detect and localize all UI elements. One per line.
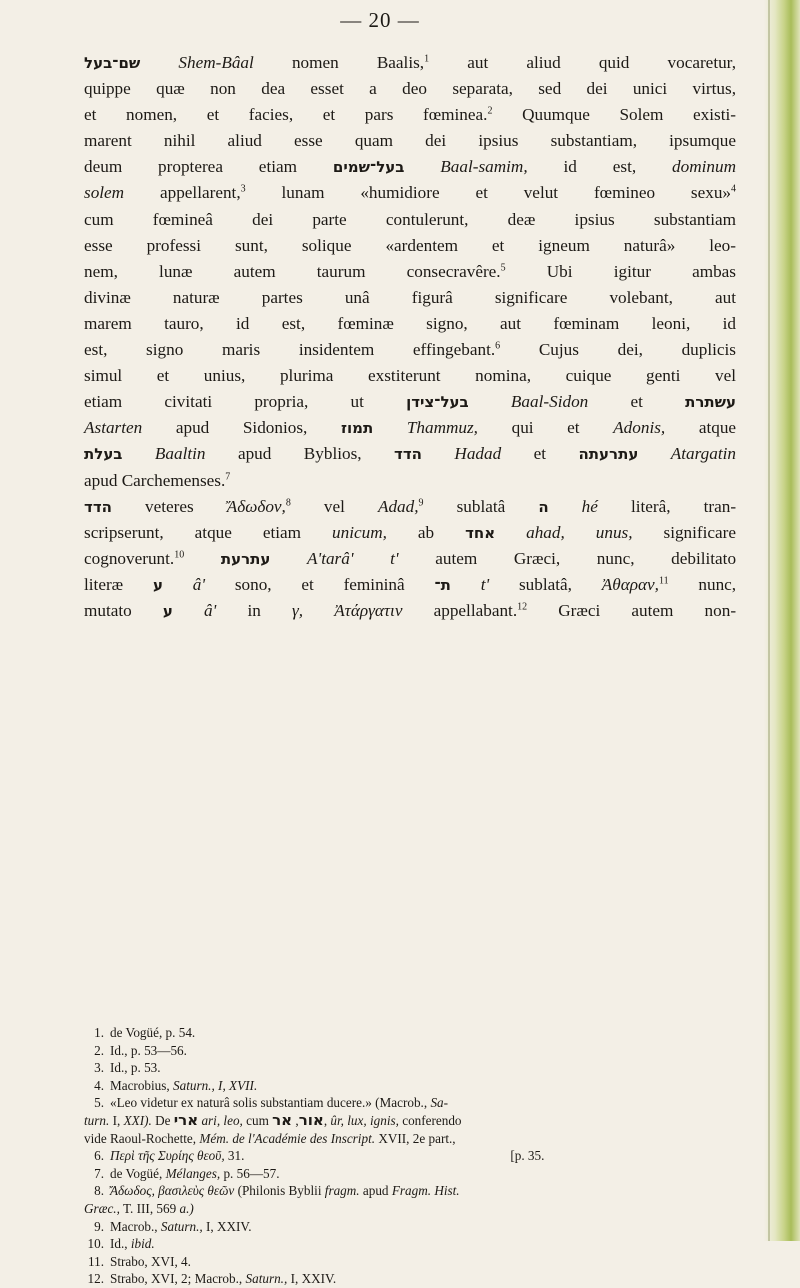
text-line: marem tauro, id est, fœminæ signo, aut fœminam leoni, id [84,313,736,333]
footnote-ref: 4 [731,183,737,195]
text-line: divinæ naturæ partes unâ figurâ significare volebant, aut [84,287,736,307]
hebrew-word: עתרעת [220,549,271,568]
greek-word: Ἄδωδος, βασιλεὺς θεῶν [110,1183,235,1199]
footnote-ref: 3 [240,183,246,195]
main-text [84,50,736,624]
footnote: 3. Id., p. 53. [94,1060,161,1076]
text-line: cum fœmineâ dei parte contulerunt, deæ ipsius substantiam [84,209,736,229]
footnote: 10. Id., ibid. [87,1236,155,1252]
hebrew-word: אר [272,1110,293,1129]
footnote: 7. de Vogüé, Mélanges, p. 56—57. [94,1165,280,1181]
text-line: deum propterea etiam בעל־שמים Baal-samim, id est, dominum [84,157,737,177]
text-line: apud Carchemenses.$^7$ [84,470,231,490]
hebrew-word: הדד [394,445,422,464]
hebrew-word: אחד [465,523,496,542]
text-line: scripserunt, atque etiam unicum, ab אחד ahad, unus, significare [84,522,737,542]
text-line: שם־בעל Shem-Bâal nomen Baalis,$^1$ aut aliud quid vocaretur, [84,53,737,72]
footnotes [84,1024,736,1288]
hebrew-word: בעלת [84,445,123,464]
hebrew-word: עתרעתה [578,445,639,464]
hebrew-letter: ע [152,575,163,594]
footnote: 11. Strabo, XVI, 4. [88,1253,191,1269]
footnote-ref: 11 [658,575,669,587]
footnote-continuation: vide Raoul-Rochette, Mém. de l'Académie des Inscript. XVII, 2e part., [84,1130,456,1146]
greek-word: Ἀθαραν, [601,574,659,594]
text-line: nem, lunæ autem taurum consecravêre.$^5$ Ubi igitur ambas [84,261,737,281]
text-line: quippe quæ non dea esset a deo separata, sed dei unici virtus, [84,79,736,99]
footnote-continuation: turn. I, XXI). De ארי ari, leo, cum אור, אר , ûr, lux, ignis, conferendo [84,1110,462,1129]
footnote: 8. Ἄδωδος, βασιλεὺς θεῶν (Philonis Byblii fragm. apud Fragm. Hist. [94,1183,460,1199]
hebrew-letter: ת־ [434,575,451,594]
footnote: 1. de Vogüé, p. 54. [94,1025,196,1040]
footnote: 12. Strabo, XVI, 2; Macrob., Saturn., I, XXIV. [87,1271,337,1287]
greek-word: Ἀτάργατιν [334,600,403,620]
hebrew-letter: ע [162,601,173,620]
hebrew-word: בעל־צידן [406,393,469,412]
text-line: solem appellarent,$^3$ lunam «humidiore et velut fœmineo sexu»$^4$ [84,183,737,203]
footnote-ref: 9 [418,496,424,508]
footnote-ref: 1 [424,53,430,65]
footnote-ref: 10 [174,549,185,561]
hebrew-letter: ה [538,497,549,516]
text-line: simul et unius, plurima exstiterunt nomina, cuique genti vel [84,366,736,386]
footnote: 6. Περὶ τῆς Συρίης θεοῦ, 31. [p. 35. [94,1148,545,1164]
footnote: 2. Id., p. 53—56. [94,1042,187,1058]
hebrew-word: בעל־שמים [332,158,405,177]
text-line: esse professi sunt, solique «ardentem et igneum naturâ» leo- [84,235,736,255]
page-number: — 20 — [340,8,420,32]
text-line: est, signo maris insidentem effingebant.$^6$ Cujus dei, duplicis [84,340,736,360]
footnote-ref: 8 [285,496,291,508]
text-line: בעלת Baaltin apud Byblios, הדד Hadad et עתרעתה Atargatin [84,444,736,464]
hebrew-word: תמוז [340,419,374,438]
footnote: 4. Macrobius, Saturn., I, XVII. [94,1077,258,1093]
footnote-ref: 2 [487,105,493,117]
hebrew-word: אור [298,1110,324,1129]
footnote-continuation: Græc., T. III, 569 a.) [84,1200,194,1216]
page-edge-line [768,0,770,1241]
text-line: literæ ע â' sono, et femininâ ת־ t' sublatâ, Ἀθαραν,$^{11}$ nunc, [84,574,737,594]
footnote: 5. «Leo videtur ex naturâ solis substantiam ducere.» (Macrob., Sa- [94,1095,449,1111]
hebrew-word: ארי [173,1110,199,1129]
text-line: etiam civitati propria, ut בעל־צידן Baal-Sidon et עשתרת [84,392,736,412]
footnote: 9. Macrob., Saturn., I, XXIV. [94,1218,252,1234]
text-line: Astarten apud Sidonios, תמוז Thammuz, qui et Adonis, atque [84,418,737,438]
footnote-ref: 6 [495,340,501,352]
text-line: mutato ע â' in γ, Ἀτάργατιν appellabant.$^{12}$ Græci autem non- [84,600,737,620]
hebrew-word: הדד [84,497,112,516]
text-line: et nomen, et facies, et pars fœminea.$^2$ Quumque Solem existi- [84,105,736,125]
text-line: cognoverunt.$^{10}$ עתרעת A'tarâ' t' autem Græci, nunc, debilitato [84,548,737,568]
hebrew-word: שם־בעל [84,54,141,72]
text-line: הדד veteres Ἄδωδον,$^8$ vel Adad,$^9$ sublatâ ה hé literâ, tran- [84,496,737,516]
footnote-ref: 12 [517,601,528,613]
text-line: marent nihil aliud esse quam dei ipsius substantiam, ipsumque [84,131,736,151]
footnote-ref: 5 [500,262,506,274]
greek-word: Ἄδωδον, [226,496,286,516]
footnote-ref: 7 [225,470,231,482]
greek-title: Περὶ τῆς Συρίης θεοῦ, [110,1148,225,1164]
hebrew-word: עשתרת [685,393,736,412]
